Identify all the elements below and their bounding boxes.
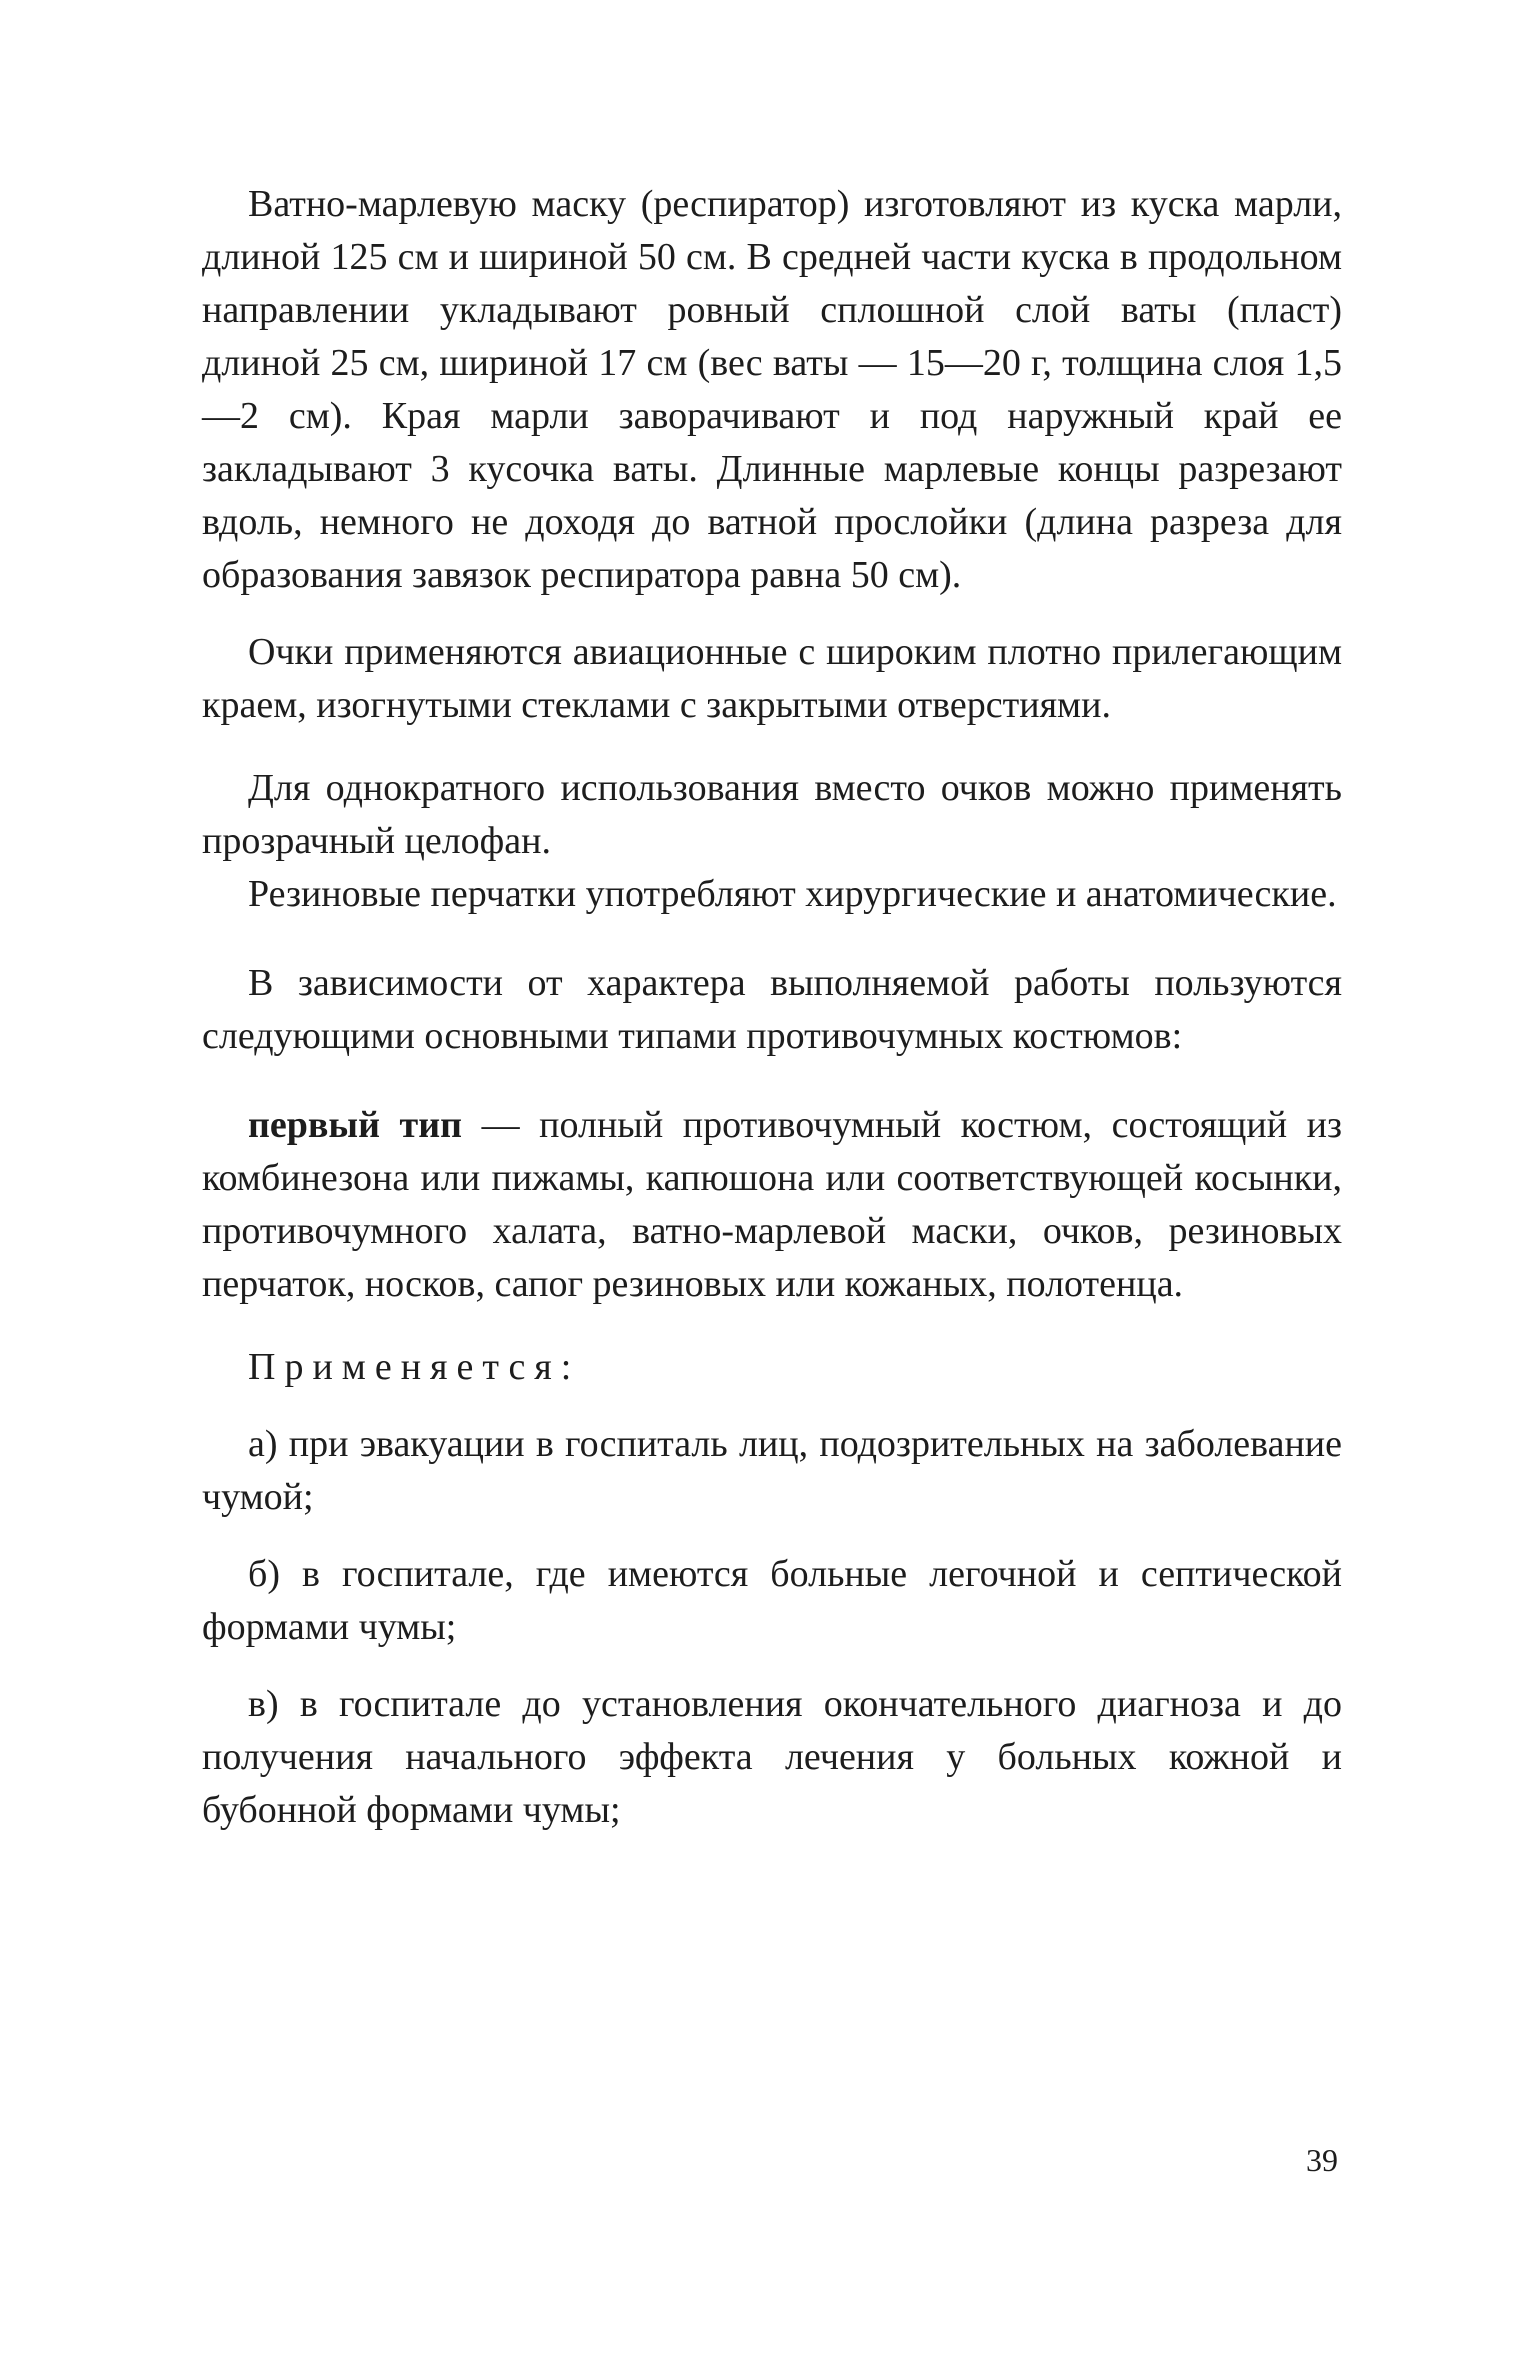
paragraph-goggles: Очки применяются авиационные с широким плотно прилегающим краем, изогнутыми стеклами с закрытыми отверстиями.: [202, 631, 1342, 726]
page-number: 39: [1306, 2142, 1338, 2178]
application-item-a: а) при эвакуации в госпиталь лиц, подозрительных на заболевание чумой;: [202, 1423, 1342, 1518]
application-item-v: в) в госпитале до установления окончательного диагноза и до получения начального эффекта лечения у больных кожной и бубонной формами чумы;: [202, 1683, 1342, 1831]
paragraph-first-type: [202, 1099, 1342, 1311]
paragraph-gloves: Резиновые перчатки употребляют хирургические и анатомические.: [248, 873, 1337, 915]
page-body: [202, 178, 1342, 1837]
paragraph-suit-types: В зависимости от характера выполняемой работы пользуются следующими основными типами противочумных костюмов:: [202, 962, 1342, 1057]
first-type-term: первый тип: [248, 1104, 463, 1146]
application-item-b: б) в госпитале, где имеются больные легочной и септической формами чумы;: [202, 1553, 1342, 1648]
first-type-description: — полный противочумный костюм, состоящий из комбинезона или пижамы, капюшона или соответствующей косынки, противочумного халата, ватно-марлевой маски, очков, резиновых перчаток, носков, сапог резиновых или кожаных, полотенца.: [202, 1104, 1342, 1305]
paragraph-respirator: Ватно-марлевую маску (респиратор) изготовляют из куска марли, длиной 125 см и шириной 50 см. В средней части куска в продольном направлении укладывают ровный сплошной слой ваты (пласт) длиной 25 см, шириной 17 см (вес ваты — 15—20 г, толщина слоя 1,5—2 см). Края марли заворачивают и под наружный край ее закладывают 3 кусочка ваты. Длинные марлевые концы разрезают вдоль, немного не доходя до ватной прослойки (длина разреза для образования завязок респиратора равна 50 см).: [202, 183, 1342, 596]
applied-heading: Применяется:: [248, 1346, 581, 1388]
paragraph-cellophane: Для однократного использования вместо очков можно применять прозрачный целофан.: [202, 767, 1342, 862]
